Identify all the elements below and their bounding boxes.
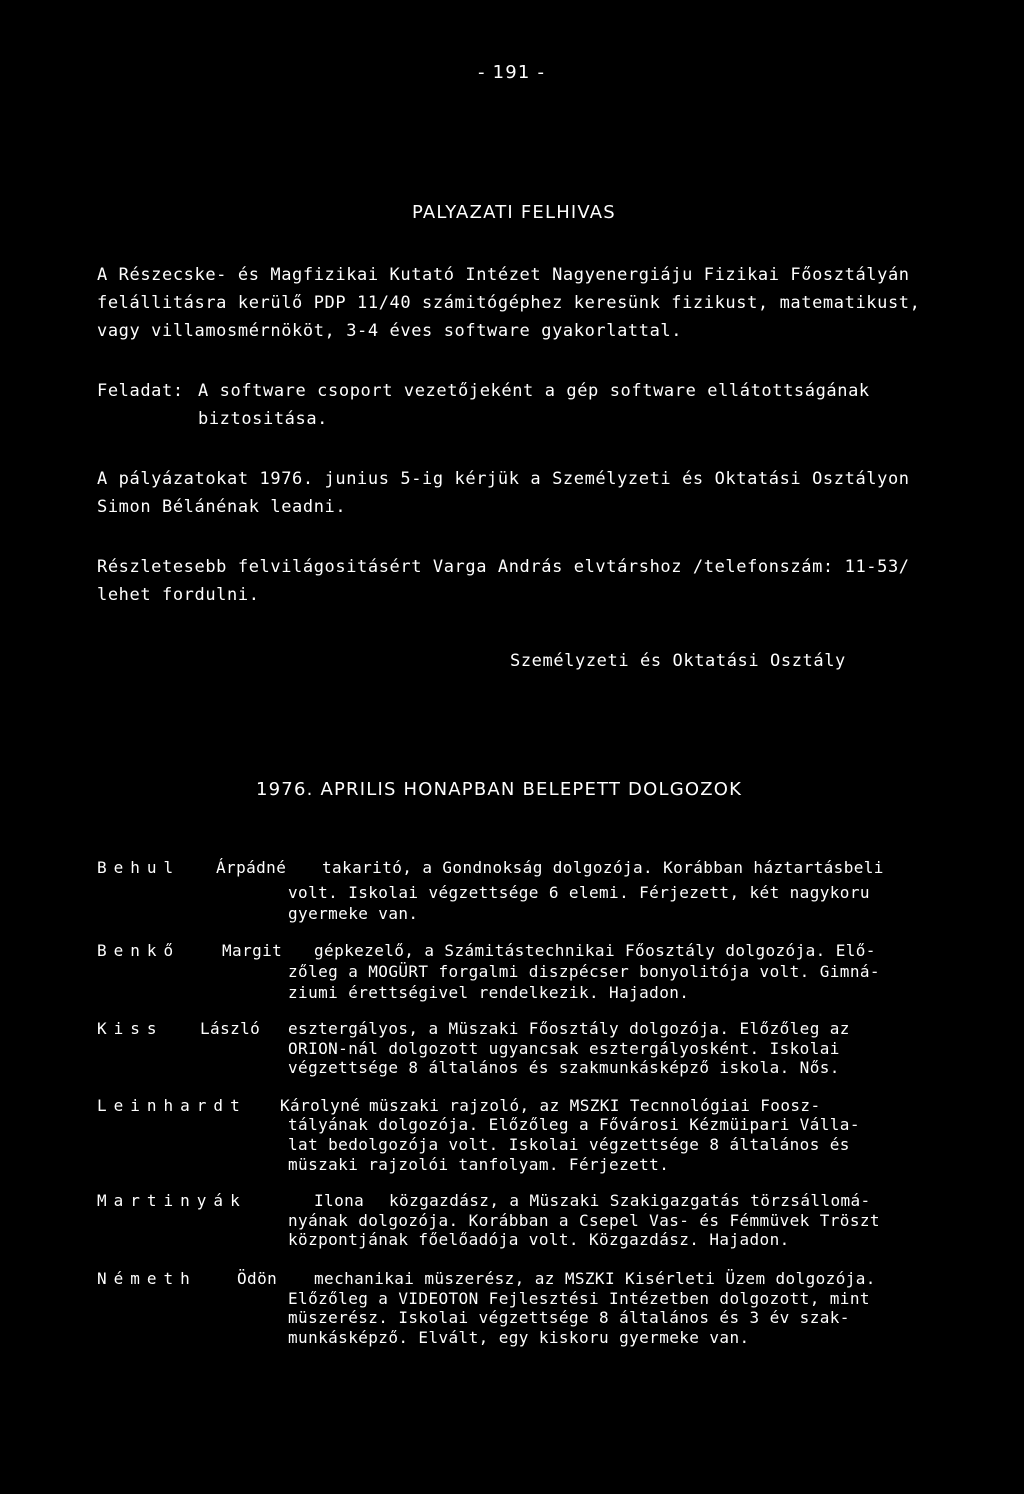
employee-desc-line: lat bedolgozója volt. Iskolai végzettsége 8 általános és: [288, 1135, 850, 1154]
employee-desc-line: tályának dolgozója. Előzőleg a Fővárosi Kézmüipari Válla-: [288, 1115, 860, 1134]
employee-given-name: Ödön: [237, 1269, 278, 1288]
employee-desc-line: müszaki rajzoló, az MSZKI Tecnnológiai Foosz-: [369, 1096, 821, 1115]
employee-given-name: László: [200, 1019, 261, 1038]
notice-intro-line: felállitásra kerülő PDP 11/40 számitógéphez keresünk fizikust, matematikust,: [97, 293, 921, 313]
employee-surname: Benkő: [97, 941, 181, 960]
employee-desc-line: esztergályos, a Müszaki Főosztály dolgozója. Előzőleg az: [288, 1019, 850, 1038]
notice-intro-line: A Részecske- és Magfizikai Kutató Intézet Nagyenergiáju Fizikai Főosztályán: [97, 265, 910, 285]
deadline-line: Simon Bélánénak leadni.: [97, 497, 347, 517]
employee-desc-line: mechanikai müszerész, az MSZKI Kisérleti Üzem dolgozója.: [314, 1269, 876, 1288]
employee-surname: Kiss: [97, 1019, 164, 1038]
employee-given-name: Károlyné: [280, 1096, 361, 1115]
employee-desc-line: nyának dolgozója. Korábban a Csepel Vas- és Fémmüvek Tröszt: [288, 1211, 880, 1230]
task-line: A software csoport vezetőjeként a gép software ellátottságának: [198, 381, 870, 401]
signature: Személyzeti és Oktatási Osztály: [510, 651, 846, 671]
employee-desc-line: gépkezelő, a Számitástechnikai Főosztály dolgozója. Elő-: [314, 941, 876, 960]
section-title: 1976. APRILIS HONAPBAN BELEPETT DOLGOZOK: [256, 779, 743, 800]
employee-desc-line: végzettsége 8 általános és szakmunkásképző iskola. Nős.: [288, 1058, 840, 1077]
info-line: lehet fordulni.: [97, 585, 260, 605]
employee-desc-line: Előzőleg a VIDEOTON Fejlesztési Intézetben dolgozott, mint: [288, 1289, 870, 1308]
notice-intro-line: vagy villamosmérnököt, 3-4 éves software gyakorlattal.: [97, 321, 683, 341]
employee-desc-line: müszerész. Iskolai végzettsége 8 általános és 3 év szak-: [288, 1308, 850, 1327]
employee-given-name: Árpádné: [216, 858, 287, 877]
page-number: - 191 -: [478, 62, 546, 83]
deadline-line: A pályázatokat 1976. junius 5-ig kérjük a Személyzeti és Oktatási Osztályon: [97, 469, 910, 489]
info-line: Részletesebb felvilágositásért Varga András elvtárshoz /telefonszám: 11-53/: [97, 557, 910, 577]
employee-desc-line: volt. Iskolai végzettsége 6 elemi. Férjezett, két nagykoru: [288, 883, 870, 902]
employee-given-name: Ilona: [314, 1191, 365, 1210]
employee-surname: Martinyák: [97, 1191, 247, 1210]
employee-desc-line: gyermeke van.: [288, 904, 419, 923]
employee-surname: Behul: [97, 858, 181, 877]
employee-given-name: Margit: [222, 941, 283, 960]
employee-desc-line: takaritó, a Gondnokság dolgozója. Korábban háztartásbeli: [322, 858, 884, 877]
employee-desc-line: ziumi érettségivel rendelkezik. Hajadon.: [288, 983, 690, 1002]
employee-desc-line: zőleg a MOGÜRT forgalmi diszpécser bonyolitója volt. Gimná-: [288, 962, 880, 981]
employee-surname: Leinhardt: [97, 1096, 247, 1115]
task-label: Feladat:: [97, 381, 184, 401]
employee-desc-line: központjának főelőadója volt. Közgazdász. Hajadon.: [288, 1230, 790, 1249]
employee-desc-line: müszaki rajzolói tanfolyam. Férjezett.: [288, 1155, 670, 1174]
notice-title: PALYAZATI FELHIVAS: [412, 202, 616, 223]
employee-surname: Németh: [97, 1269, 197, 1288]
task-line: biztositása.: [198, 409, 329, 429]
employee-desc-line: munkásképző. Elvált, egy kiskoru gyermeke van.: [288, 1328, 750, 1347]
employee-desc-line: közgazdász, a Müszaki Szakigazgatás törzsállomá-: [389, 1191, 871, 1210]
employee-desc-line: ORION-nál dolgozott ugyancsak esztergályosként. Iskolai: [288, 1039, 840, 1058]
